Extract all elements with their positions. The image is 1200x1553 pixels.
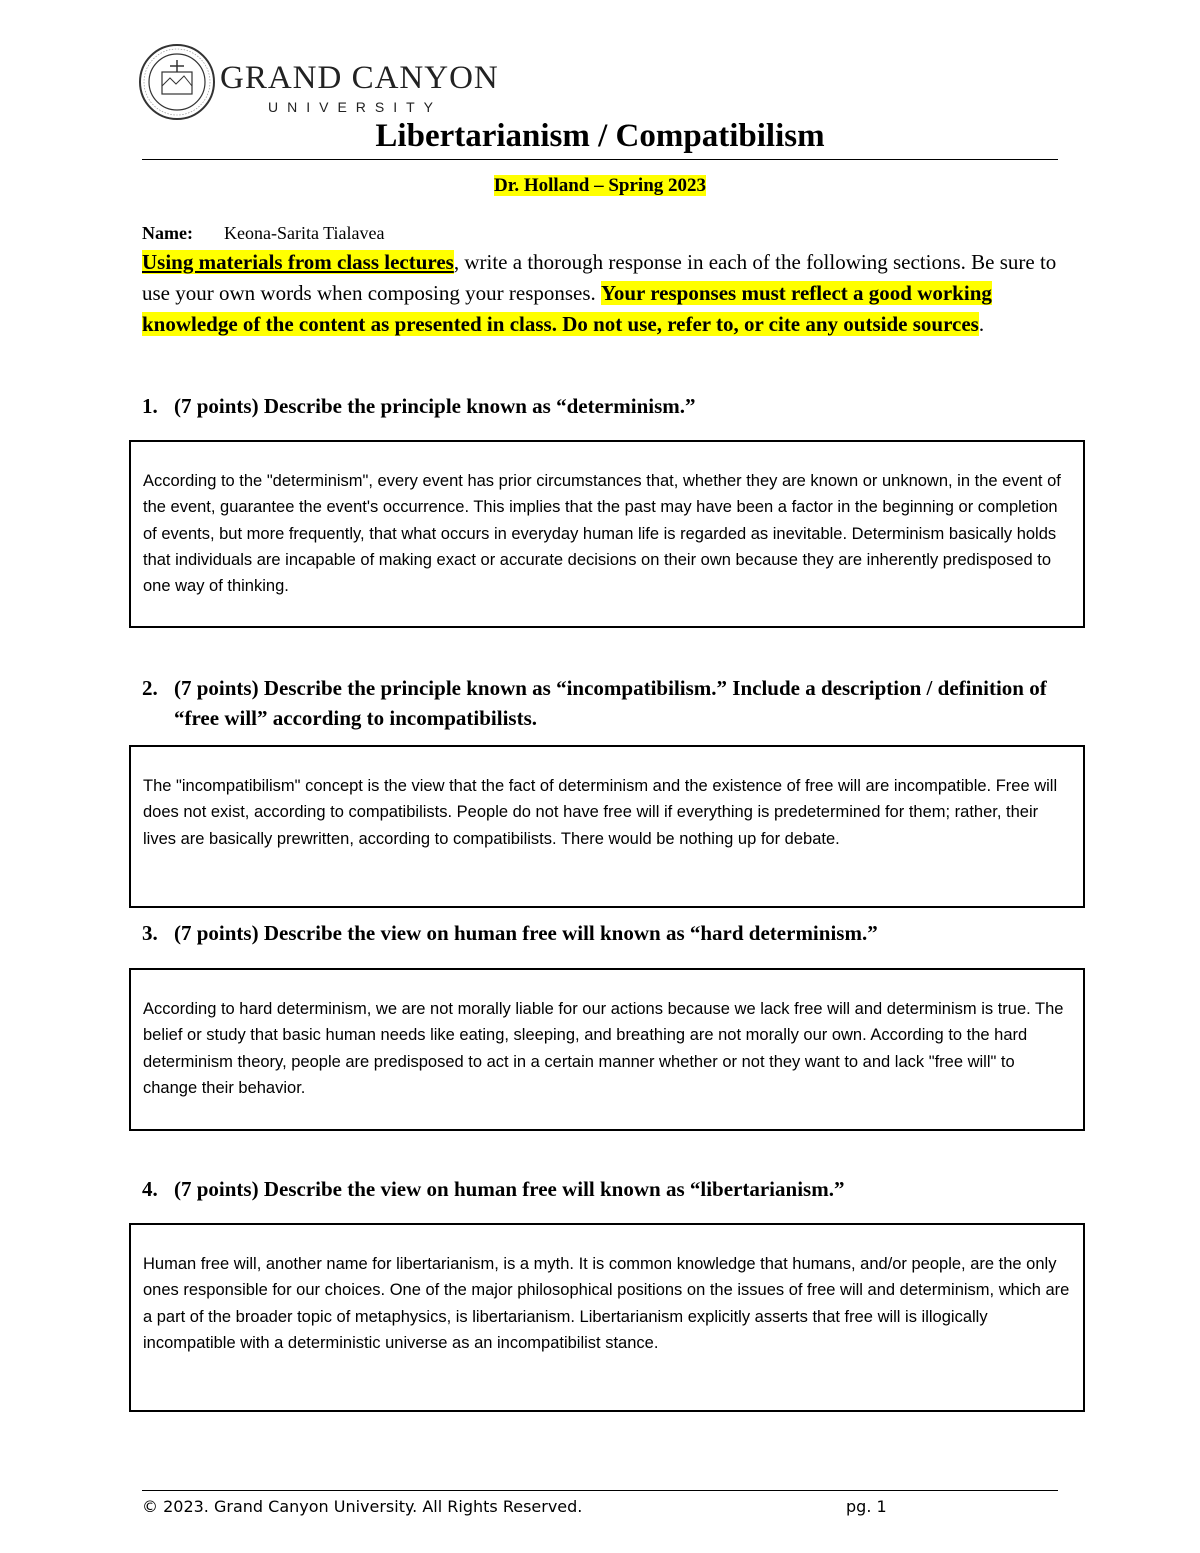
question-text: (7 points) Describe the principle known as “incompatibilism.” Include a description / definition of “free will” according to incompatibilists. (174, 676, 1047, 730)
name-value: Keona-Sarita Tialavea (224, 223, 385, 243)
title-divider (142, 159, 1058, 160)
footer-divider (142, 1490, 1058, 1491)
answer-box-3[interactable] (129, 968, 1085, 1131)
instructions-warning: Your responses must reflect a good working knowledge of the content as presented in class. Do not use, refer to, or cite any outside sources (142, 281, 992, 336)
instructions-end: . (978, 312, 985, 336)
question-number: 2. (142, 676, 158, 700)
question-number: 4. (142, 1177, 158, 1201)
university-seal-icon (138, 42, 216, 122)
name-row (142, 223, 385, 244)
question-text: (7 points) Describe the view on human free will known as “libertarianism.” (174, 1177, 845, 1201)
question-2 (142, 673, 1047, 735)
instructions-text: , write a thorough response in each of the following sections. Be sure to use your own words when composing your responses. (142, 250, 1057, 305)
instructor-text: Dr. Holland – Spring 2023 (493, 175, 707, 196)
logo-text-university: UNIVERSITY (268, 99, 443, 115)
question-number: 1. (142, 394, 158, 418)
question-number: 3. (142, 921, 158, 945)
answer-text: According to hard determinism, we are not morally liable for our actions because we lack free will and determinism is true. The belief or study that basic human needs like eating, sleeping, and breathing are not morally our own. According to the hard determinism theory, people are predisposed to act in a certain manner whether or not they want to and lack "free will" to change their behavior. (143, 1000, 1064, 1097)
question-text: (7 points) Describe the principle known as “determinism.” (174, 394, 696, 418)
logo-text-grand-canyon: GRAND CANYON (220, 60, 499, 96)
question-text: (7 points) Describe the view on human free will known as “hard determinism.” (174, 921, 878, 945)
footer-page-number: pg. 1 (846, 1497, 887, 1516)
answer-box-2[interactable] (129, 745, 1085, 908)
answer-box-4[interactable] (129, 1223, 1085, 1412)
answer-box-1[interactable] (129, 440, 1085, 628)
name-label: Name: (142, 223, 193, 243)
answer-text: Human free will, another name for libertarianism, is a myth. It is common knowledge that humans, and/or people, are the only ones responsible for our choices. One of the major philosophical positions on the issues of free will and determinism, which are a part of the broader topic of metaphysics, is libertarianism. Libertarianism explicitly asserts that free will is illogically incompatible with a deterministic universe as an incompatibilist stance. (143, 1255, 1070, 1352)
university-logo (138, 42, 499, 122)
instructions-paragraph (142, 247, 1072, 340)
answer-text: According to the "determinism", every event has prior circumstances that, whether they are known or unknown, in the event of the event, guarantee the event's occurrence. This implies that the past may have been a factor in the beginning or completion of events, but more frequently, that what occurs in everyday human life is regarded as inevitable. Determinism basically holds that individuals are incapable of making exact or accurate decisions on their own because they are inherently predisposed to one way of thinking. (143, 472, 1061, 596)
instructions-emphasis-link: Using materials from class lectures (142, 250, 454, 274)
instructor-line (0, 175, 1200, 197)
footer-copyright: © 2023. Grand Canyon University. All Rights Reserved. (142, 1497, 583, 1516)
answer-text: The "incompatibilism" concept is the view that the fact of determinism and the existence of free will are incompatible. Free will does not exist, according to compatibilists. People do not have free will if everything is predetermined for them; rather, their lives are basically prewritten, according to compatibilists. There would be nothing up for debate. (143, 777, 1058, 848)
document-title: Libertarianism / Compatibilism (375, 118, 825, 154)
